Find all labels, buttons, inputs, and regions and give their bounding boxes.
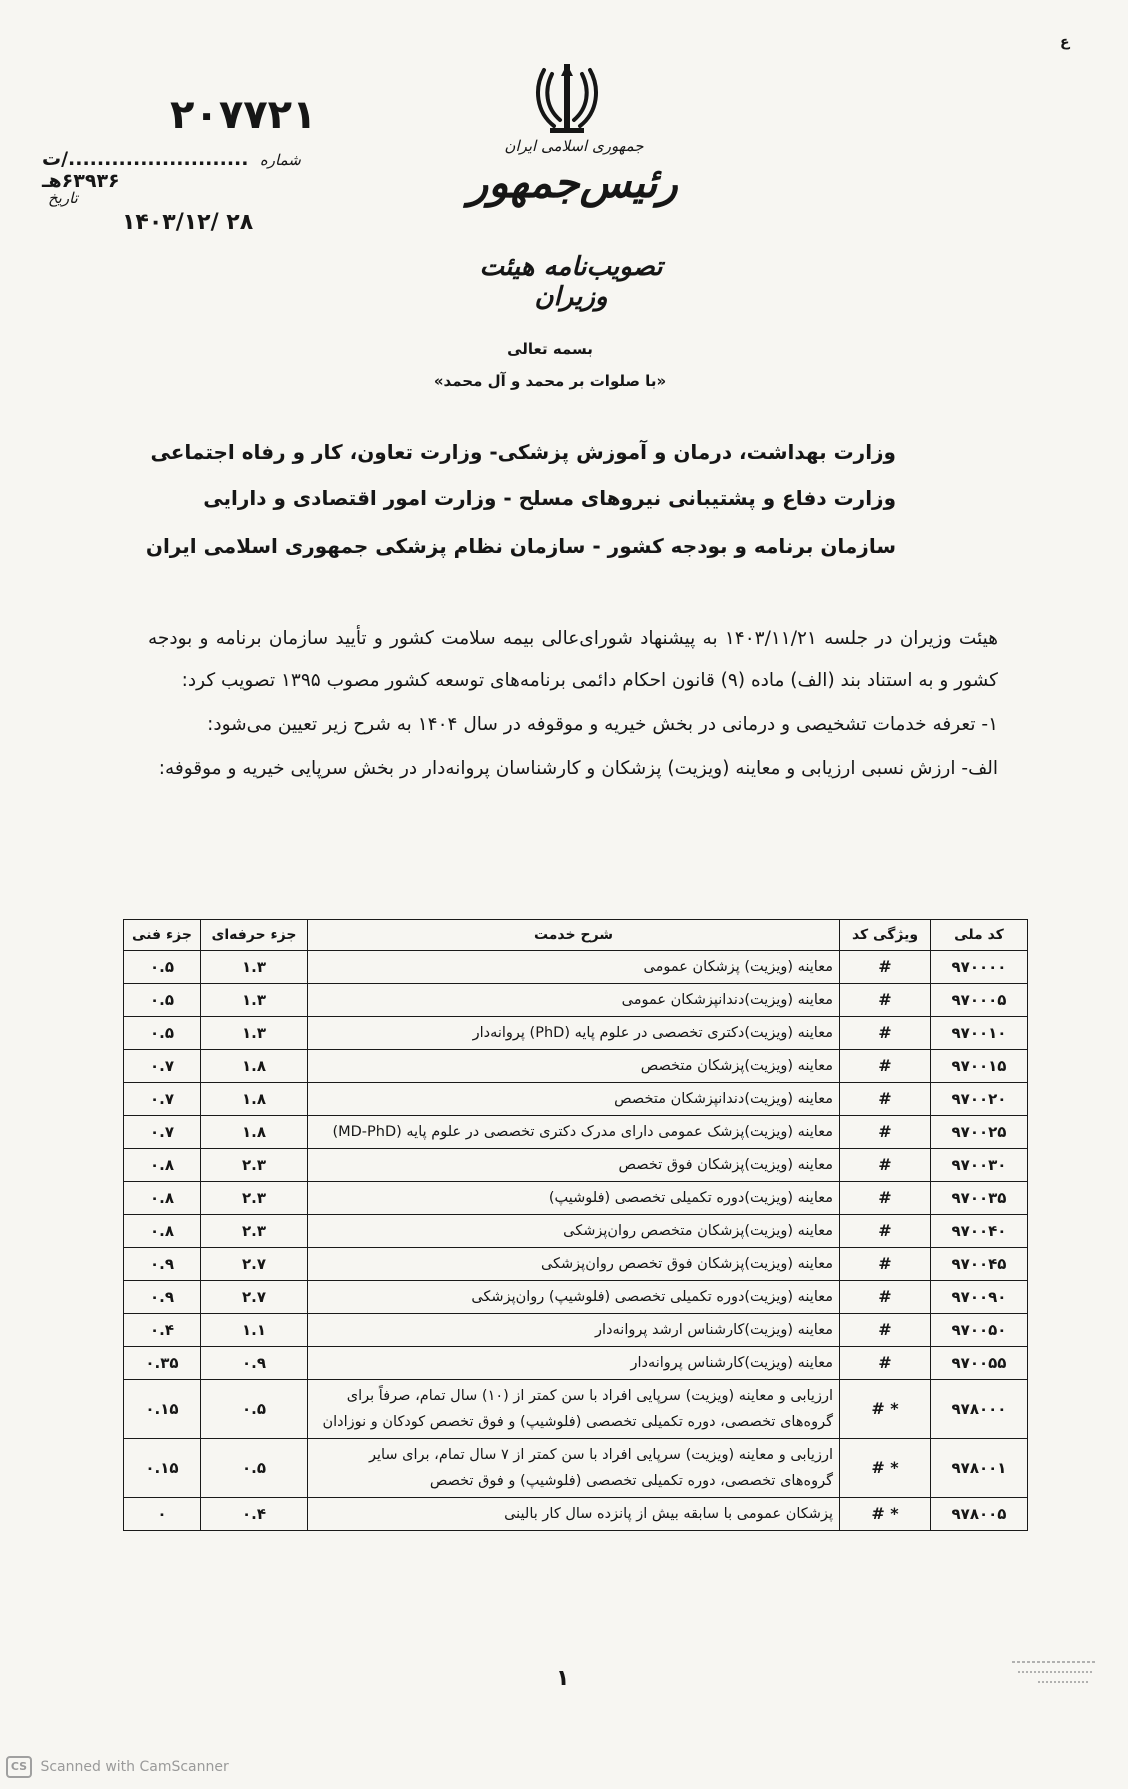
cell-professional: ۲.۳ bbox=[201, 1182, 308, 1215]
cell-flag: # bbox=[840, 951, 931, 984]
cell-professional: ۱.۸ bbox=[201, 1083, 308, 1116]
table-row bbox=[124, 1116, 1028, 1149]
cell-professional: ۱.۳ bbox=[201, 951, 308, 984]
reference-label: شماره bbox=[259, 151, 301, 169]
cell-code: ۹۷۰۰۲۰ bbox=[931, 1083, 1028, 1116]
clause-alef: الف- ارزش نسبی ارزیابی و معاینه (ویزیت) پزشکان و کارشناسان پروانه‌دار در بخش سرپایی خیریه و موقوفه: bbox=[158, 758, 998, 779]
camscanner-logo-icon: CS bbox=[6, 1756, 32, 1778]
table-row bbox=[124, 984, 1028, 1017]
cell-technical: ۰.۱۵ bbox=[124, 1439, 201, 1498]
cell-technical: ۰.۹ bbox=[124, 1281, 201, 1314]
addressee-line: وزارت دفاع و پشتیبانی نیروهای مسلح - وزارت امور اقتصادی و دارایی bbox=[203, 486, 896, 510]
receipt-stamp-icon bbox=[1008, 1656, 1100, 1692]
president-title: رئیس‌جمهور bbox=[468, 158, 678, 207]
cell-technical: ۰.۱۵ bbox=[124, 1380, 201, 1439]
table-row bbox=[124, 1017, 1028, 1050]
document-number: ۲۰۷۷۲۱ bbox=[170, 92, 317, 138]
cell-professional: ۰.۵ bbox=[201, 1439, 308, 1498]
reference-value: ........................./ت ۶۳۹۳۶هـ bbox=[42, 148, 249, 192]
cell-flag: # bbox=[840, 1347, 931, 1380]
cell-code: ۹۷۰۰۵۵ bbox=[931, 1347, 1028, 1380]
cell-technical: ۰ bbox=[124, 1498, 201, 1531]
cell-technical: ۰.۷ bbox=[124, 1116, 201, 1149]
header-professional: جزء حرفه‌ای bbox=[201, 920, 308, 951]
cell-description: معاینه (ویزیت)دوره تکمیلی تخصصی (فلوشیپ) bbox=[308, 1182, 840, 1215]
table-row bbox=[124, 1439, 1028, 1498]
cell-technical: ۰.۸ bbox=[124, 1149, 201, 1182]
cell-flag: # bbox=[840, 1017, 931, 1050]
cell-professional: ۱.۳ bbox=[201, 984, 308, 1017]
cell-professional: ۱.۸ bbox=[201, 1050, 308, 1083]
cell-description: معاینه (ویزیت)پزشکان فوق تخصص روان‌پزشکی bbox=[308, 1248, 840, 1281]
addressee-line: وزارت بهداشت، درمان و آموزش پزشکی- وزارت تعاون، کار و رفاه اجتماعی bbox=[150, 440, 896, 464]
cell-technical: ۰.۸ bbox=[124, 1182, 201, 1215]
cell-code: ۹۷۰۰۳۰ bbox=[931, 1149, 1028, 1182]
cell-description: معاینه (ویزیت)پزشک عمومی دارای مدرک دکتری تخصصی در علوم پایه (MD-PhD) bbox=[308, 1116, 840, 1149]
cell-description: معاینه (ویزیت)دندانپزشکان متخصص bbox=[308, 1083, 840, 1116]
cell-professional: ۱.۱ bbox=[201, 1314, 308, 1347]
cell-flag: # bbox=[840, 1314, 931, 1347]
cell-code: ۹۷۰۰۰۵ bbox=[931, 984, 1028, 1017]
cell-code: ۹۷۰۰۱۰ bbox=[931, 1017, 1028, 1050]
cell-professional: ۲.۷ bbox=[201, 1248, 308, 1281]
bismillah: بسمه تعالی bbox=[507, 340, 593, 358]
table-row bbox=[124, 951, 1028, 984]
header-description: شرح خدمت bbox=[308, 920, 840, 951]
cell-flag: * # bbox=[840, 1380, 931, 1439]
addressee-line: سازمان برنامه و بودجه کشور - سازمان نظام پزشکی جمهوری اسلامی ایران bbox=[145, 534, 896, 558]
cell-technical: ۰.۵ bbox=[124, 984, 201, 1017]
table-row bbox=[124, 1083, 1028, 1116]
cell-professional: ۰.۵ bbox=[201, 1380, 308, 1439]
cell-code: ۹۷۸۰۰۱ bbox=[931, 1439, 1028, 1498]
cell-description: معاینه (ویزیت)دوره تکمیلی تخصصی (فلوشیپ) روان‌پزشکی bbox=[308, 1281, 840, 1314]
cell-flag: # bbox=[840, 1215, 931, 1248]
cell-technical: ۰.۴ bbox=[124, 1314, 201, 1347]
cell-code: ۹۷۰۰۳۵ bbox=[931, 1182, 1028, 1215]
cell-professional: ۲.۳ bbox=[201, 1149, 308, 1182]
cell-description: معاینه (ویزیت)کارشناس ارشد پروانه‌دار bbox=[308, 1314, 840, 1347]
camscanner-watermark bbox=[6, 1756, 236, 1782]
table-row bbox=[124, 1281, 1028, 1314]
corner-mark: ع bbox=[1060, 34, 1070, 50]
cell-technical: ۰.۳۵ bbox=[124, 1347, 201, 1380]
republic-label: جمهوری اسلامی ایران bbox=[504, 137, 644, 155]
camscanner-text: Scanned with CamScanner bbox=[40, 1759, 229, 1775]
table-row bbox=[124, 1248, 1028, 1281]
iran-emblem-icon bbox=[532, 60, 602, 136]
cell-technical: ۰.۷ bbox=[124, 1083, 201, 1116]
table-row bbox=[124, 1498, 1028, 1531]
table-row bbox=[124, 1314, 1028, 1347]
body-text bbox=[148, 618, 998, 790]
salawat: «با صلوات بر محمد و آل محمد» bbox=[433, 372, 667, 390]
cell-technical: ۰.۸ bbox=[124, 1215, 201, 1248]
cell-flag: # bbox=[840, 1050, 931, 1083]
cell-description: معاینه (ویزیت)پزشکان فوق تخصص bbox=[308, 1149, 840, 1182]
cell-professional: ۱.۸ bbox=[201, 1116, 308, 1149]
date-label-row bbox=[42, 188, 312, 208]
cell-flag: # bbox=[840, 984, 931, 1017]
tariff-table bbox=[123, 919, 1028, 1531]
cell-professional: ۲.۷ bbox=[201, 1281, 308, 1314]
cell-description: معاینه (ویزیت)دندانپزشکان عمومی bbox=[308, 984, 840, 1017]
table-row bbox=[124, 1347, 1028, 1380]
cell-professional: ۱.۳ bbox=[201, 1017, 308, 1050]
intro-paragraph: هیئت وزیران در جلسه ۱۴۰۳/۱۱/۲۱ به پیشنهاد شورای‌عالی بیمه سلامت کشور و تأیید سازمان برنامه و بودجه کشور و به استناد بند (الف) ماده (۹) قانون احکام دائمی برنامه‌های توسعه کشور مصوب ۱۳۹۵ تصویب کرد: bbox=[148, 628, 999, 691]
cell-flag: * # bbox=[840, 1498, 931, 1531]
cell-professional: ۲.۳ bbox=[201, 1215, 308, 1248]
date-value: ۱۴۰۳/۱۲/ ۲۸ bbox=[122, 210, 254, 235]
cell-code: ۹۷۰۰۴۵ bbox=[931, 1248, 1028, 1281]
cell-flag: # bbox=[840, 1182, 931, 1215]
cell-technical: ۰.۹ bbox=[124, 1248, 201, 1281]
table-row bbox=[124, 1380, 1028, 1439]
cell-code: ۹۷۰۰۵۰ bbox=[931, 1314, 1028, 1347]
cell-description: ارزیابی و معاینه (ویزیت) سرپایی افراد با سن کمتر از ۷ سال تمام، برای سایر گروه‌های تخصصی، دوره تکمیلی تخصصی (فلوشیپ) و فوق تخصص bbox=[308, 1439, 840, 1498]
cell-technical: ۰.۷ bbox=[124, 1050, 201, 1083]
cell-professional: ۰.۹ bbox=[201, 1347, 308, 1380]
table-header-row bbox=[124, 920, 1028, 951]
cell-description: معاینه (ویزیت)پزشکان متخصص bbox=[308, 1050, 840, 1083]
cell-code: ۹۷۰۰۱۵ bbox=[931, 1050, 1028, 1083]
cell-description: پزشکان عمومی با سابقه بیش از پانزده سال کار بالینی bbox=[308, 1498, 840, 1531]
table-row bbox=[124, 1149, 1028, 1182]
header-technical: جزء فنی bbox=[124, 920, 201, 951]
cell-code: ۹۷۸۰۰۰ bbox=[931, 1380, 1028, 1439]
header-code: کد ملی bbox=[931, 920, 1028, 951]
cell-technical: ۰.۵ bbox=[124, 1017, 201, 1050]
cell-code: ۹۷۸۰۰۵ bbox=[931, 1498, 1028, 1531]
cell-flag: # bbox=[840, 1248, 931, 1281]
date-label: تاریخ bbox=[48, 189, 78, 207]
cell-flag: # bbox=[840, 1116, 931, 1149]
cell-description: ارزیابی و معاینه (ویزیت) سرپایی افراد با سن کمتر از (۱۰) سال تمام، صرفاً برای گروه‌های تخصصی، دوره تکمیلی تخصصی (فلوشیپ) و فوق تخصص کودکان و نوزادان bbox=[308, 1380, 840, 1439]
cabinet-decree-title: تصویب‌نامه هیئت وزیران bbox=[479, 252, 663, 312]
cell-flag: * # bbox=[840, 1439, 931, 1498]
table-row bbox=[124, 1182, 1028, 1215]
cell-description: معاینه (ویزیت) پزشکان عمومی bbox=[308, 951, 840, 984]
cell-professional: ۰.۴ bbox=[201, 1498, 308, 1531]
cell-flag: # bbox=[840, 1083, 931, 1116]
cell-code: ۹۷۰۰۹۰ bbox=[931, 1281, 1028, 1314]
table-row bbox=[124, 1215, 1028, 1248]
cell-description: معاینه (ویزیت)دکتری تخصصی در علوم پایه (PhD) پروانه‌دار bbox=[308, 1017, 840, 1050]
page-number: ۱ bbox=[556, 1666, 570, 1691]
cell-code: ۹۷۰۰۰۰ bbox=[931, 951, 1028, 984]
cell-code: ۹۷۰۰۲۵ bbox=[931, 1116, 1028, 1149]
reference-number-row bbox=[42, 148, 312, 192]
cell-flag: # bbox=[840, 1149, 931, 1182]
clause-1: ۱- تعرفه خدمات تشخیصی و درمانی در بخش خیریه و موقوفه در سال ۱۴۰۴ به شرح زیر تعیین می‌شود: bbox=[207, 714, 998, 735]
cell-description: معاینه (ویزیت)کارشناس پروانه‌دار bbox=[308, 1347, 840, 1380]
cell-description: معاینه (ویزیت)پزشکان متخصص روان‌پزشکی bbox=[308, 1215, 840, 1248]
cell-flag: # bbox=[840, 1281, 931, 1314]
header-flag: ویژگی کد bbox=[840, 920, 931, 951]
cell-technical: ۰.۵ bbox=[124, 951, 201, 984]
table-row bbox=[124, 1050, 1028, 1083]
cell-code: ۹۷۰۰۴۰ bbox=[931, 1215, 1028, 1248]
